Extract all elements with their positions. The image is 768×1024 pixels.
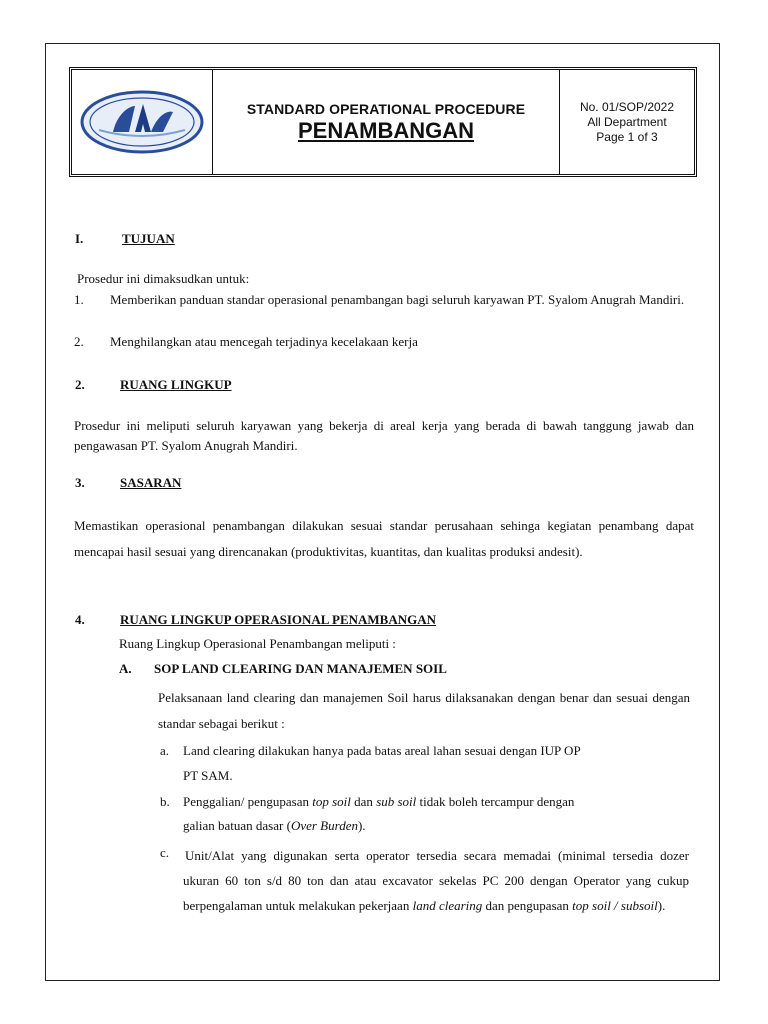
section-2-number: 2. [75,377,85,392]
item-b-italic-3: Over Burden [290,818,358,833]
header-title-line1: STANDARD OPERATIONAL PROCEDURE [246,100,526,117]
subsection-a-item-b-number: b. [160,794,170,809]
section-4-number: 4. [75,612,85,627]
item-c-text-3: ). [657,898,666,913]
section-1-item-2-number: 2. [74,334,84,349]
department: All Department [587,114,667,129]
item-b-text-1: Penggalian/ pengupasan [183,794,313,809]
section-3-title: SASARAN [120,475,182,490]
item-c-italic-2: top soil / subsoil [572,898,658,913]
subsection-a-item-a-number: a. [160,743,170,758]
header-meta-block [560,70,694,174]
subsection-a-item-c-text [183,843,689,918]
page-number: Page 1 of 3 [596,129,658,144]
section-4-intro: Ruang Lingkup Operasional Penambangan meliputi : [119,636,396,651]
doc-number: No. 01/SOP/2022 [579,99,675,114]
item-c-text-2: dan pengupasan [482,898,573,913]
company-logo [72,70,213,174]
header-title-line2: PENAMBANGAN [298,117,474,143]
item-c-text-1: Unit/Alat yang digunakan serta operator tersedia secara memadai (minimal tersedia dozer ukuran 60 ton s/d 80 ton dan atau excavator sekelas PC 200 dengan Operator yang cukup berpengalaman untuk melakukan pekerjaan [183,848,689,913]
subsection-a-item-c-number: c. [160,845,170,860]
item-b-text-5: ). [357,818,366,833]
item-b-italic-2: sub soil [376,794,417,809]
section-1-item-2-text: Menghilangkan atau mencegah terjadinya kecelakaan kerja [110,334,418,349]
item-b-text-3: tidak boleh tercampur dengan [416,794,575,809]
section-1-intro: Prosedur ini dimaksudkan untuk: [77,271,250,286]
subsection-a-title: SOP LAND CLEARING DAN MANAJEMEN SOIL [154,661,447,676]
section-1-item-1-number: 1. [74,292,84,307]
item-c-italic-1: land clearing [412,898,483,913]
section-4-title: RUANG LINGKUP OPERASIONAL PENAMBANGAN [120,612,436,627]
document-header [69,67,697,177]
item-b-text-4: galian batuan dasar ( [183,818,291,833]
header-title-block [213,70,560,174]
page-border [45,43,720,981]
section-2-body: Prosedur ini meliputi seluruh karyawan yang bekerja di areal kerja yang berada di bawah tanggung jawab dan pengawasan PT. Syalom Anugrah Mandiri. [74,418,694,453]
subsection-a-item-a-line1: Land clearing dilakukan hanya pada batas areal lahan sesuai dengan IUP OP [183,743,581,758]
subsection-a-intro: Pelaksanaan land clearing dan manajemen Soil harus dilaksanakan dengan benar dan sesuai dengan standar sebagai berikut : [158,690,690,731]
item-b-italic-1: top soil [312,794,351,809]
company-logo-icon [79,84,205,160]
subsection-a-item-a-line2: PT SAM. [183,768,233,783]
subsection-a-item-b-line1 [183,792,693,812]
item-b-text-2: dan [350,794,377,809]
section-1-item-1-text: Memberikan panduan standar operasional penambangan bagi seluruh karyawan PT. Syalom Anugrah Mandiri. [110,292,685,307]
section-1-number: I. [75,231,84,246]
subsection-a-number: A. [119,661,132,676]
section-3-body: Memastikan operasional penambangan dilakukan sesuai standar perusahaan sehinga kegiatan penambang dapat mencapai hasil sesuai yang direncanakan (produktivitas, kuantitas, dan kualitas produksi andesit). [74,518,694,559]
section-1-title: TUJUAN [122,231,175,246]
section-3-number: 3. [75,475,85,490]
subsection-a-item-b-line2 [183,816,366,836]
section-2-title: RUANG LINGKUP [120,377,232,392]
